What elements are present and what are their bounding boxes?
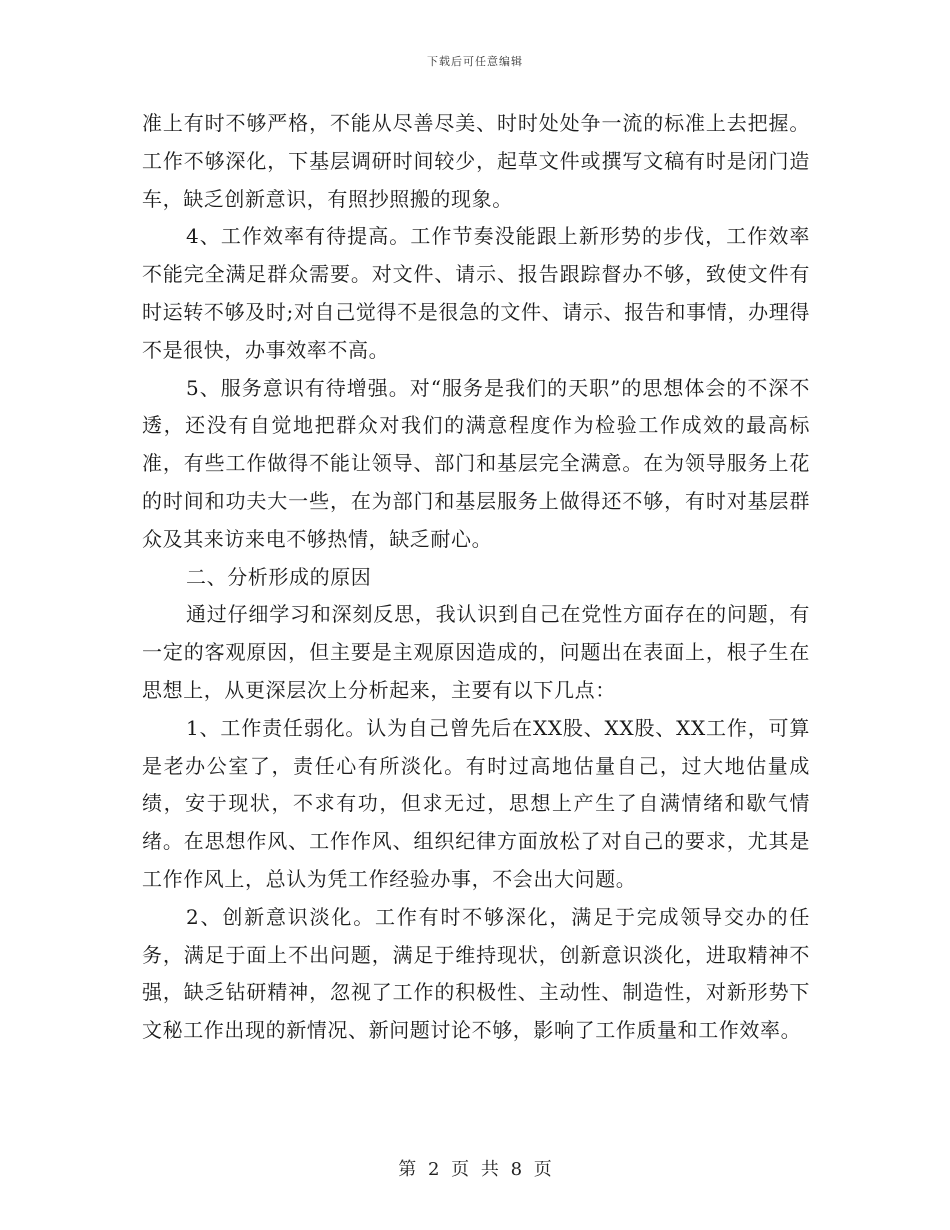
page-number-footer: 第 2 页 共 8 页 xyxy=(398,1159,552,1180)
paragraph-continuation: 准上有时不够严格，不能从尽善尽美、时时处处争一流的标准上去把握。工作不够深化，下基层调研时间较少，起草文件或撰写文稿有时是闭门造车，缺乏创新意识，有照抄照搬的现象。 xyxy=(142,111,810,211)
section-heading-causes: 二、分析形成的原因 xyxy=(186,564,372,589)
paragraph-item-5-service: 5、服务意识有待增强。对“服务是我们的天职”的思想体会的不深不透，还没有自觉地把群众对我们的满意程度作为检验工作成效的最高标准，有些工作做得不能让领导、部门和基层完全满意。在为领导服务上花的时间和功夫大一些，在为部门和基层服务上做得还不够，有时对基层群众及其来访来电不够热情，缺乏耐心。 xyxy=(142,375,810,551)
paragraph-cause-1-responsibility: 1、工作责任弱化。认为自己曾先后在XX股、XX股、XX工作，可算是老办公室了，责任心有所淡化。有时过高地估量自己，过大地估量成绩，安于现状，不求有功，但求无过，思想上产生了自满情绪和歇气情绪。在思想作风、工作作风、组织纪律方面放松了对自己的要求，尤其是工作作风上，总认为凭工作经验办事，不会出大问题。 xyxy=(142,715,810,891)
document-body xyxy=(142,105,810,1050)
page-header: 下载后可任意编辑 xyxy=(427,55,523,68)
paragraph-item-4-efficiency: 4、工作效率有待提高。工作节奏没能跟上新形势的步伐，工作效率不能完全满足群众需要。对文件、请示、报告跟踪督办不够，致使文件有时运转不够及时;对自己觉得不是很急的文件、请示、报告和事情，办理得不是很快，办事效率不高。 xyxy=(142,224,810,362)
paragraph-cause-2-innovation: 2、创新意识淡化。工作有时不够深化，满足于完成领导交办的任务，满足于面上不出问题，满足于维持现状，创新意识淡化，进取精神不强，缺乏钻研精神，忽视了工作的积极性、主动性、制造性，对新形势下文秘工作出现的新情况、新问题讨论不够，影响了工作质量和工作效率。 xyxy=(142,904,810,1043)
paragraph-causes-intro: 通过仔细学习和深刻反思，我认识到自己在党性方面存在的问题，有一定的客观原因，但主要是主观原因造成的，问题出在表面上，根子生在思想上，从更深层次上分析起来，主要有以下几点： xyxy=(142,602,810,702)
